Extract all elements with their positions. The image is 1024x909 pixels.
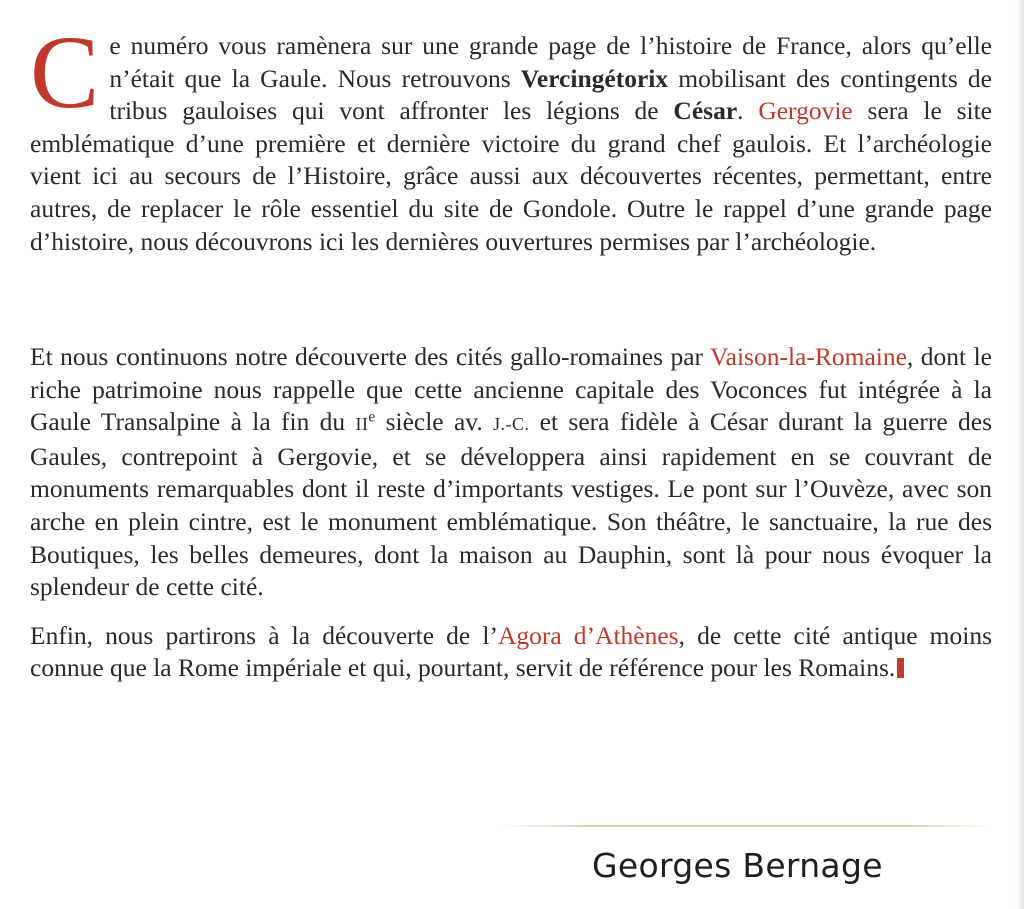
paragraph-2-text-b: , dont le riche patrimoine nous rappelle que cette ancienne capitale des Voconces fut intégrée à la Gaule Transalpine à la fin du [30, 342, 992, 437]
paragraph-2-text-d: et sera fidèle à César durant la guerre des Gaules, contrepoint à Gergovie, et se développera ainsi rapidement en se couvrant de monuments remarquables dont il reste d’importants vestiges. Le pont sur l’Ouvèze, avec son arche en plein cintre, est le monument emblématique. Son théâtre, le sanctuaire, la rue des Boutiques, les belles demeures, dont la maison au Dauphin, sont là pour nous évoquer la splendeur de cette cité. [30, 407, 992, 602]
paragraph-1-text-a: e numéro vous ramènera sur une grande page de l’histoire de France, alors qu’elle n’était que la Gaule. Nous retrouvons [109, 31, 992, 93]
signature-divider [500, 825, 992, 827]
paragraph-1-text-d: sera le site emblématique d’une première et dernière victoire du grand chef gaulois. Et l’archéologie vient ici au secours de l’Histoire, grâce aussi aux découvertes récentes, permettant, entre autres, de replacer le rôle essentiel du site de Gondole. Outre le rappel d’une grande page d’histoire, nous découvrons ici les dernières ouvertures permises par l’archéologie. [30, 96, 992, 256]
highlight-gergovie: Gergovie [758, 96, 853, 126]
paragraph-3-text-b: , de cette cité antique moins connue que la Rome impériale et qui, pourtant, servit de référence pour les Romains. [30, 620, 992, 683]
paragraph-1-text-c: . [737, 96, 759, 126]
century-superscript: e [368, 408, 376, 426]
page-edge-shadow [1016, 0, 1024, 909]
name-cesar: César [673, 96, 738, 126]
editorial-article [30, 15, 992, 685]
paragraph-1 [30, 15, 992, 323]
era-abbreviation: J.-C. [493, 414, 530, 435]
paragraph-2 [30, 341, 992, 604]
highlight-agora-athenes: Agora d’Athènes [497, 620, 679, 650]
end-of-article-mark [897, 658, 904, 678]
paragraph-3 [30, 620, 992, 685]
drop-cap: C [30, 15, 100, 130]
author-signature: Georges Bernage [592, 846, 883, 885]
paragraph-3-text-a: Enfin, nous partirons à la découverte de l’ [30, 620, 498, 650]
name-vercingetorix: Vercingétorix [520, 63, 669, 93]
paragraph-1-text-b: mobilisant des contingents de tribus gauloises qui vont affronter les légions de [109, 63, 992, 126]
paragraph-2-text-c: siècle av. [375, 407, 494, 437]
paragraph-2-text-a: Et nous continuons notre découverte des cités gallo-romaines par [30, 342, 711, 371]
century-numeral: II [355, 414, 369, 435]
highlight-vaison-la-romaine: Vaison-la-Romaine [710, 342, 907, 371]
